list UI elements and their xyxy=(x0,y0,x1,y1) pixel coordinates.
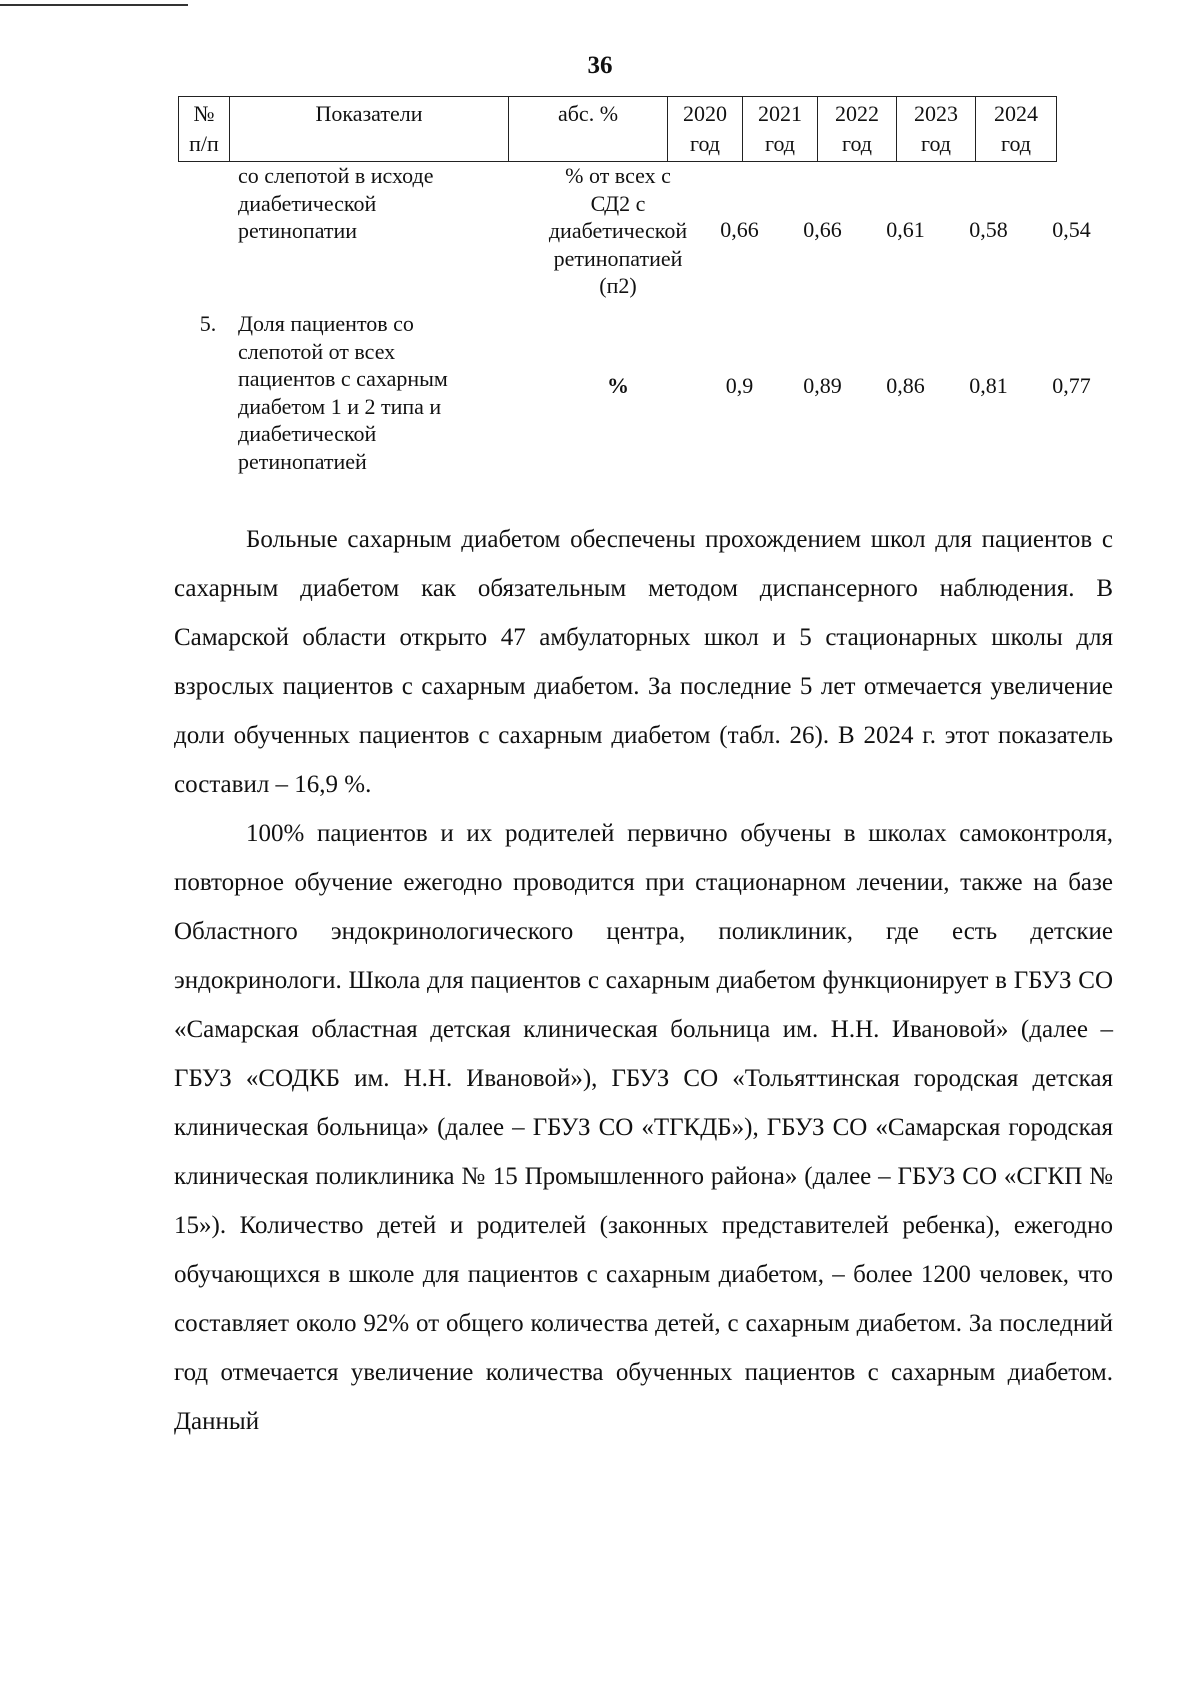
header-year: 2023 год xyxy=(897,97,976,162)
table-row xyxy=(178,310,1113,474)
row-value: 0,81 xyxy=(969,373,1008,398)
header-year: 2021 год xyxy=(743,97,818,162)
row-indicator: Доля пациентов со слепотой от всех пациентов с сахарным диабетом 1 и 2 типа и диабетической ретинопатией xyxy=(238,311,448,474)
header-year: 2022 год xyxy=(818,97,897,162)
table-body xyxy=(178,162,1113,474)
row-num: 5. xyxy=(199,311,217,336)
header-num-line1: № xyxy=(193,101,215,126)
row-value: 0,77 xyxy=(1052,373,1091,398)
row-num xyxy=(178,162,238,302)
row-value: 0,66 xyxy=(720,217,759,242)
header-year: 2020 год xyxy=(668,97,743,162)
row-value: 0,58 xyxy=(969,217,1008,242)
page-number: 36 xyxy=(587,52,613,79)
row-value: 0,86 xyxy=(886,373,925,398)
row-value: 0,61 xyxy=(886,217,925,242)
top-rule xyxy=(0,4,188,6)
paragraph: 100% пациентов и их родителей первично обучены в школах самоконтроля, повторное обучение ежегодно проводится при стационарном лечении, также на базе Областного эндокринологического центра, поликлиник, где есть детские эндокринологи. Школа для пациентов с сахарным диабетом функционирует в ГБУЗ СО «Самарская областная детская клиническая больница им. Н.Н. Ивановой» (далее – ГБУЗ «СОДКБ им. Н.Н. Ивановой»), ГБУЗ СО «Тольяттинская городская детская клиническая больница» (далее – ГБУЗ СО «ТГКДБ»), ГБУЗ СО «Самарская городская клиническая поликлиника № 15 Промышленного района» (далее – ГБУЗ СО «СГКП № 15»). Количество детей и родителей (законных представителей ребенка), ежегодно обучающихся в школе для пациентов с сахарным диабетом, – более 1200 человек, что составляет около 92% от общего количества детей, с сахарным диабетом. За последний год отмечается увеличение количества обученных пациентов с сахарным диабетом. Данный xyxy=(174,820,1113,1435)
row-value: 0,66 xyxy=(803,217,842,242)
row-value: 0,54 xyxy=(1052,217,1091,242)
header-year: 2024 год xyxy=(976,97,1057,162)
header-indicator: Показатели xyxy=(230,97,509,162)
row-indicator: со слепотой в исходе диабетической ретинопатии xyxy=(238,163,434,243)
row-value: 0,89 xyxy=(803,373,842,398)
table-header xyxy=(178,96,1057,162)
body-text xyxy=(174,515,1113,1446)
header-unit: абс. % xyxy=(509,97,668,162)
table-row xyxy=(178,162,1113,302)
row-unit: % от всех с СД2 с диабетической ретинопатией (п2) xyxy=(548,163,688,298)
paragraph: Больные сахарным диабетом обеспечены прохождением школ для пациентов с сахарным диабетом как обязательным методом диспансерного наблюдения. В Самарской области открыто 47 амбулаторных школ и 5 стационарных школы для взрослых пациентов с сахарным диабетом. За последние 5 лет отмечается увеличение доли обученных пациентов с сахарным диабетом (табл. 26). В 2024 г. этот показатель составил – 16,9 %. xyxy=(174,526,1113,798)
row-unit: % xyxy=(607,373,629,398)
header-num xyxy=(179,97,230,162)
header-num-line2: п/п xyxy=(189,131,219,156)
row-value: 0,9 xyxy=(725,373,754,398)
